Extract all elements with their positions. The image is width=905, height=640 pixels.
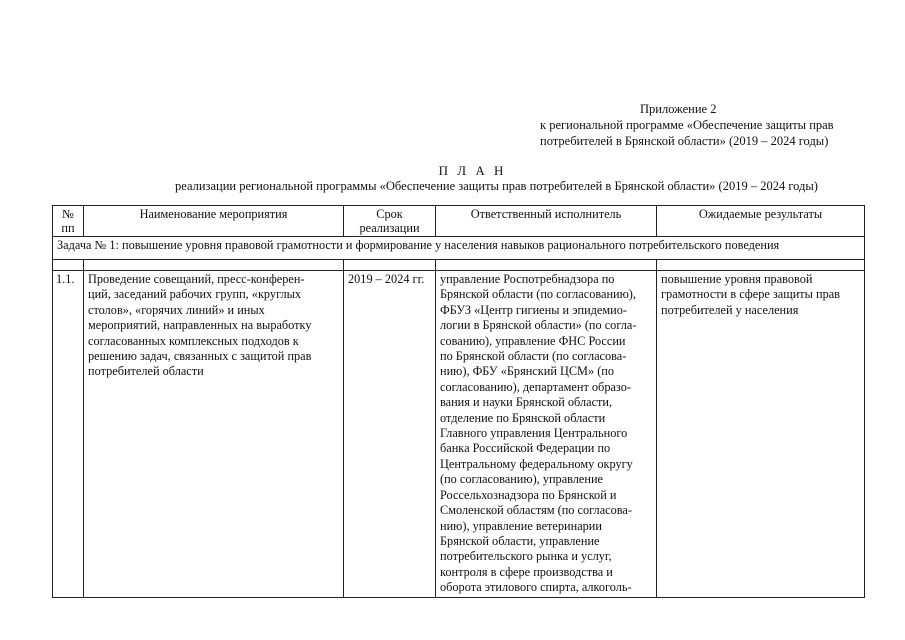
spacer-cell	[436, 260, 657, 271]
spacer-row	[53, 260, 865, 271]
row-responsible-line: логии в Брянской области» (по согла-	[440, 318, 637, 333]
row-responsible-line: согласованию), департамент образо-	[440, 379, 631, 394]
spacer-cell	[53, 260, 84, 271]
row-responsible-line: управление Роспотребнадзора по	[440, 272, 615, 286]
row-responsible-line: Центральному федеральному округу	[440, 456, 633, 471]
row-name	[84, 271, 344, 598]
appendix-line-2: потребителей в Брянской области» (2019 – 2024 годы)	[540, 134, 829, 148]
row-responsible	[436, 271, 657, 598]
table-header-row	[53, 206, 865, 237]
row-responsible-line: Главного управления Центрального	[440, 426, 628, 441]
appendix-line-1: к региональной программе «Обеспечение защиты прав	[540, 118, 834, 132]
header-term-line-2: реализации	[359, 221, 420, 235]
row-responsible-line: Брянской области, управление	[440, 533, 600, 548]
task-cell: Задача № 1: повышение уровня правовой грамотности и формирование у населения навыков рационального потребительского поведения	[53, 237, 865, 260]
plan-subtitle: реализации региональной программы «Обеспечение защиты прав потребителей в Брянской области» (2019 – 2024 годы)	[175, 179, 818, 193]
row-responsible-line: оборота этилового спирта, алкоголь-	[440, 580, 632, 595]
plan-title: П Л А Н	[438, 163, 507, 178]
table-row	[53, 271, 865, 598]
plan-table	[52, 205, 865, 598]
row-responsible-line: контроля в сфере производства и	[440, 564, 613, 579]
row-responsible-line: сованию), управление ФНС России	[440, 333, 626, 348]
row-name-line: столов», «горячих линий» и иных	[88, 302, 265, 317]
header-number-line-1: №	[62, 207, 74, 221]
row-results-line: повышение уровня правовой	[661, 272, 813, 286]
spacer-cell	[657, 260, 865, 271]
appendix-title: Приложение 2	[640, 102, 717, 116]
row-name-line: потребителей области	[88, 364, 204, 379]
row-term: 2019 – 2024 гг.	[344, 271, 436, 598]
task-row	[53, 237, 865, 260]
row-results-line: грамотности в сфере защиты прав	[661, 287, 840, 302]
appendix-header	[540, 101, 870, 149]
row-name-line: согласованных комплексных подходов к	[88, 333, 299, 348]
row-responsible-line: потребительского рынка и услуг,	[440, 549, 612, 564]
row-responsible-line: Брянской области (по согласованию),	[440, 287, 636, 302]
row-responsible-line: (по согласованию), управление	[440, 472, 604, 487]
row-responsible-line: нию), ФБУ «Брянский ЦСМ» (по	[440, 364, 615, 379]
row-responsible-line: банка Российской Федерации по	[440, 441, 611, 456]
row-number: 1.1.	[53, 271, 84, 598]
row-responsible-line: нию), управление ветеринарии	[440, 518, 602, 533]
row-responsible-line: Смоленской областям (по согласова-	[440, 503, 632, 518]
row-responsible-line: отделение по Брянской области	[440, 410, 606, 425]
row-responsible-line: вания и науки Брянской области,	[440, 395, 613, 410]
row-name-line: Проведение совещаний, пресс-конферен-	[88, 272, 305, 286]
row-name-line: ций, заседаний рабочих групп, «круглых	[88, 287, 302, 302]
header-results: Ожидаемые результаты	[657, 206, 865, 237]
row-responsible-line: Россельхознадзора по Брянской и	[440, 487, 617, 502]
header-term	[344, 206, 436, 237]
row-name-line: мероприятий, направленных на выработку	[88, 318, 312, 333]
row-results	[657, 271, 865, 598]
row-responsible-line: ФБУЗ «Центр гигиены и эпидемио-	[440, 302, 627, 317]
header-number	[53, 206, 84, 237]
row-responsible-line: по Брянской области (по согласова-	[440, 349, 627, 364]
header-responsible: Ответственный исполнитель	[436, 206, 657, 237]
row-name-line: решению задач, связанных с защитой прав	[88, 349, 312, 364]
spacer-cell	[84, 260, 344, 271]
header-term-line-1: Срок	[376, 207, 403, 221]
row-results-line: потребителей у населения	[661, 302, 799, 317]
header-name: Наименование мероприятия	[84, 206, 344, 237]
spacer-cell	[344, 260, 436, 271]
header-number-line-2: пп	[61, 221, 75, 235]
